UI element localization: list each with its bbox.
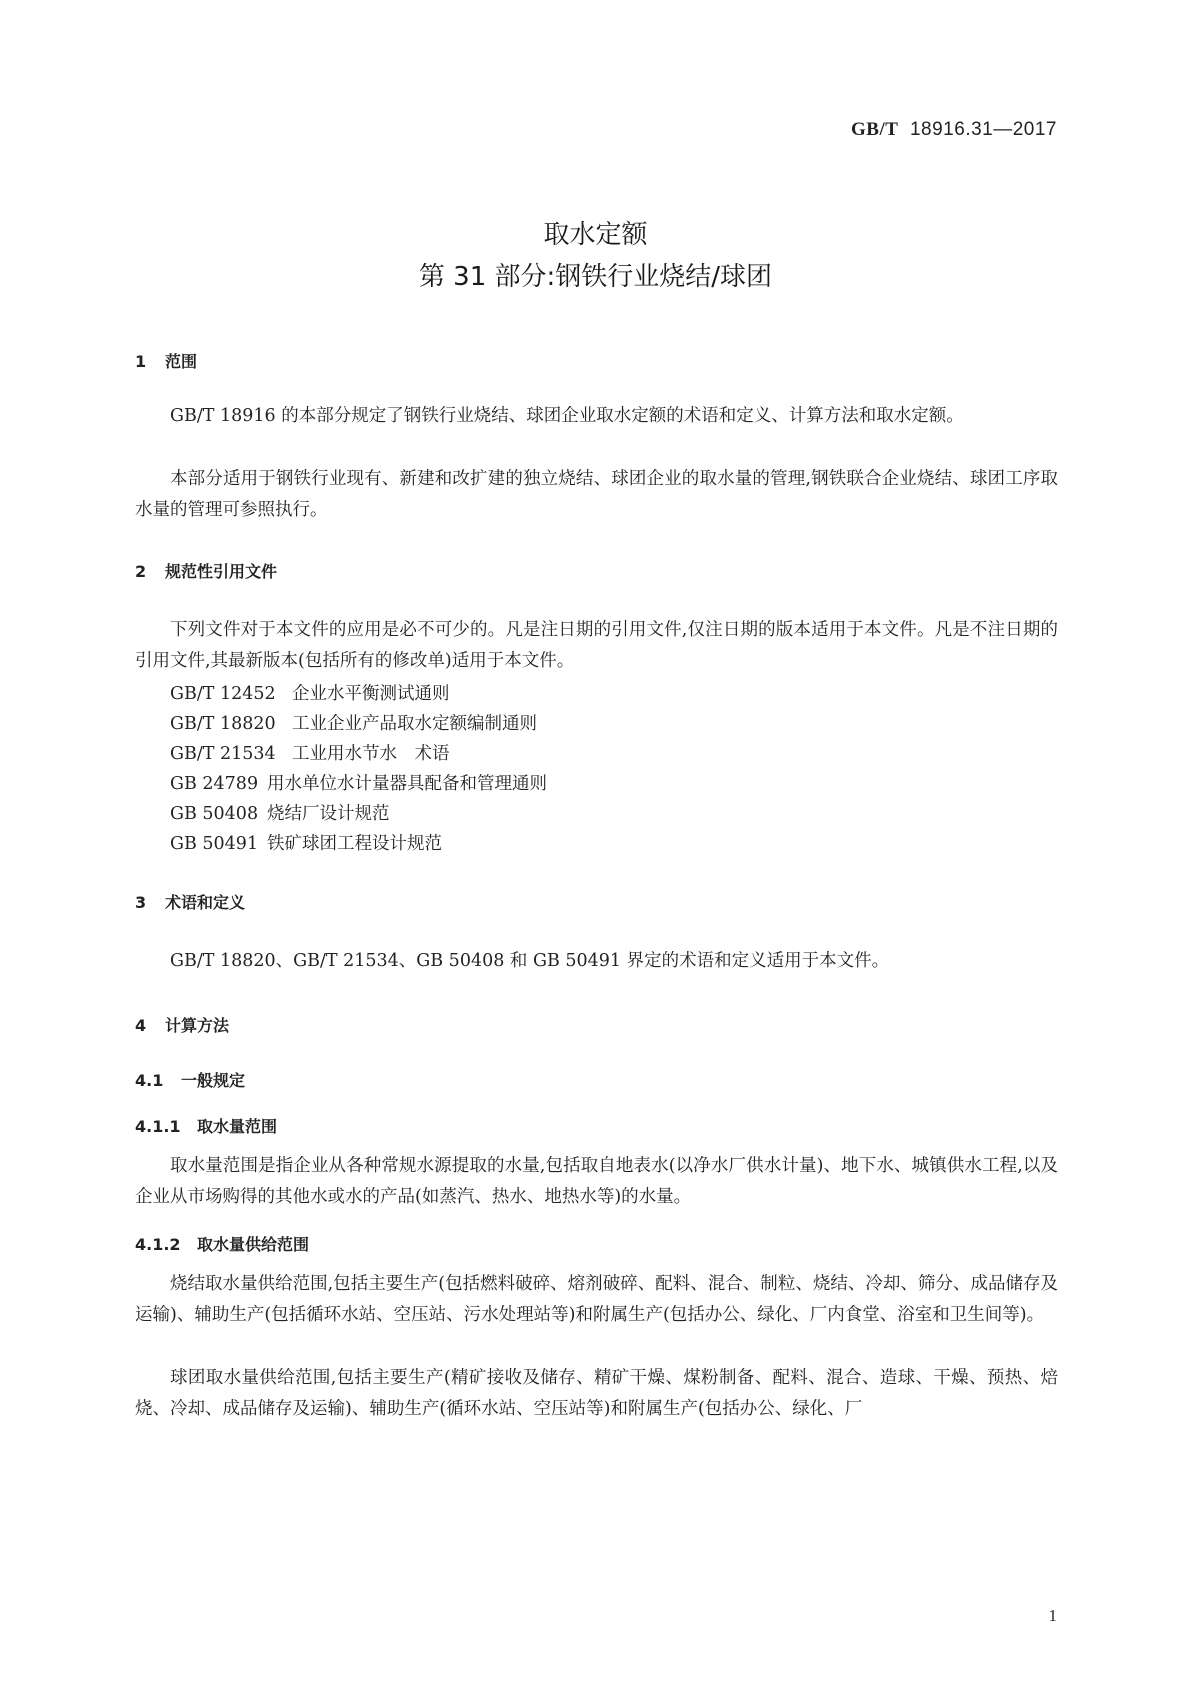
section-1-paragraph-2: 本部分适用于钢铁行业现有、新建和改扩建的独立烧结、球团企业的取水量的管理,钢铁联合企业烧结、球团工序取水量的管理可参照执行。 bbox=[135, 469, 1058, 520]
section-number: 4.1.2 bbox=[135, 1235, 181, 1254]
reference-title: 企业水平衡测试通则 bbox=[292, 684, 450, 704]
reference-code: GB/T 18820 bbox=[170, 714, 276, 734]
section-number: 1 bbox=[135, 352, 147, 371]
standard-code bbox=[851, 119, 1057, 141]
section-4-1-2-paragraph-1: 烧结取水量供给范围,包括主要生产(包括燃料破碎、熔剂破碎、配料、混合、制粒、烧结、冷却、筛分、成品储存及运输)、辅助生产(包括循环水站、空压站、污水处理站等)和附属生产(包括办公、绿化、厂内食堂、浴室和卫生间等)。 bbox=[135, 1274, 1058, 1325]
section-number: 4.1 bbox=[135, 1071, 164, 1090]
reference-item bbox=[170, 770, 547, 795]
reference-title: 工业企业产品取水定额编制通则 bbox=[292, 714, 537, 734]
section-title: 取水量供给范围 bbox=[197, 1235, 310, 1254]
section-title: 计算方法 bbox=[165, 1016, 230, 1035]
section-4-1-2-heading bbox=[135, 1232, 309, 1255]
section-4-1-2-paragraph-2: 球团取水量供给范围,包括主要生产(精矿接收及储存、精矿干燥、煤粉制备、配料、混合、造球、干燥、预热、焙烧、冷却、成品储存及运输)、辅助生产(循环水站、空压站等)和附属生产(包括办公、绿化、厂 bbox=[135, 1368, 1058, 1419]
section-number: 3 bbox=[135, 893, 147, 912]
reference-item bbox=[170, 800, 390, 825]
reference-title: 烧结厂设计规范 bbox=[267, 804, 390, 824]
section-number: 2 bbox=[135, 562, 147, 581]
reference-code: GB/T 21534 bbox=[170, 744, 276, 764]
section-number: 4 bbox=[135, 1016, 147, 1035]
reference-code: GB 50408 bbox=[170, 804, 259, 824]
reference-item bbox=[170, 680, 450, 705]
section-4-1-heading bbox=[135, 1068, 245, 1091]
reference-title: 铁矿球团工程设计规范 bbox=[267, 834, 442, 854]
standard-prefix: GB/T bbox=[851, 119, 899, 140]
reference-title: 工业用水节水 术语 bbox=[292, 744, 450, 764]
reference-code: GB 50491 bbox=[170, 834, 259, 854]
reference-item bbox=[170, 830, 442, 855]
reference-item bbox=[170, 710, 537, 735]
section-3-heading bbox=[135, 890, 245, 913]
section-number: 4.1.1 bbox=[135, 1117, 181, 1136]
reference-code: GB 24789 bbox=[170, 774, 259, 794]
section-title: 规范性引用文件 bbox=[165, 562, 278, 581]
page-number: 1 bbox=[1048, 1606, 1057, 1625]
document-title: 取水定额 bbox=[543, 220, 648, 250]
section-4-heading bbox=[135, 1013, 229, 1036]
section-title: 一般规定 bbox=[181, 1071, 246, 1090]
section-2-paragraph-1: 下列文件对于本文件的应用是必不可少的。凡是注日期的引用文件,仅注日期的版本适用于本文件。凡是不注日期的引用文件,其最新版本(包括所有的修改单)适用于本文件。 bbox=[135, 620, 1058, 671]
section-3-paragraph-1: GB/T 18820、GB/T 21534、GB 50408 和 GB 50491 界定的术语和定义适用于本文件。 bbox=[170, 951, 890, 971]
document-subtitle: 第 31 部分:钢铁行业烧结/球团 bbox=[418, 262, 773, 292]
section-4-1-1-heading bbox=[135, 1114, 277, 1137]
reference-item bbox=[170, 740, 450, 765]
section-1-paragraph-1: GB/T 18916 的本部分规定了钢铁行业烧结、球团企业取水定额的术语和定义、计算方法和取水定额。 bbox=[170, 406, 964, 426]
standard-number: 18916.31—2017 bbox=[909, 119, 1057, 140]
reference-title: 用水单位水计量器具配备和管理通则 bbox=[267, 774, 547, 794]
section-2-heading bbox=[135, 559, 277, 582]
reference-code: GB/T 12452 bbox=[170, 684, 276, 704]
section-title: 取水量范围 bbox=[197, 1117, 278, 1136]
section-title: 术语和定义 bbox=[165, 893, 246, 912]
section-4-1-1-paragraph-1: 取水量范围是指企业从各种常规水源提取的水量,包括取自地表水(以净水厂供水计量)、地下水、城镇供水工程,以及企业从市场购得的其他水或水的产品(如蒸汽、热水、地热水等)的水量。 bbox=[135, 1156, 1058, 1207]
section-1-heading bbox=[135, 349, 197, 372]
section-title: 范围 bbox=[165, 352, 198, 371]
